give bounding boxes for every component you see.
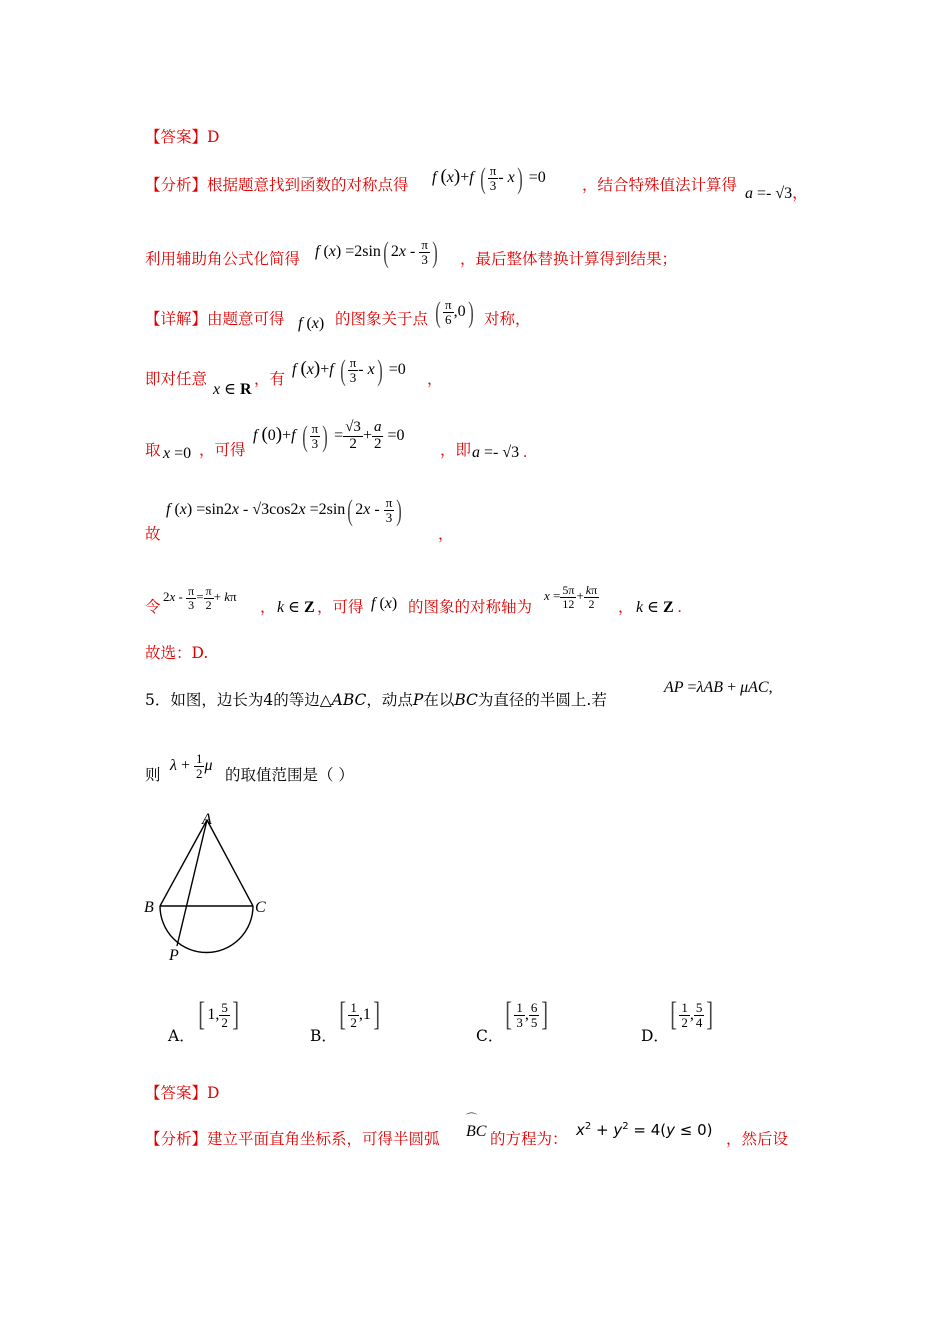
side-ab (160, 820, 207, 906)
arc-symbol-icon: ⌒ (466, 1113, 477, 1125)
k-in-Z-2: k ∈ Z . (636, 599, 682, 616)
side-ac (207, 820, 253, 906)
label-b: B (144, 899, 154, 916)
analysis-line-1 (145, 178, 409, 194)
label-a: A (202, 811, 212, 828)
f-of-x-2: f (x) (371, 595, 398, 612)
detail-line-5: 令 (145, 598, 161, 616)
interval-lo-den: 2 (681, 1014, 688, 1030)
detail-line-1 (145, 312, 285, 328)
question-text: 如图，边长为4的等边△ (170, 691, 332, 709)
a-result: a =- √3 . (472, 444, 528, 461)
detail-text: ， (260, 598, 276, 616)
analysis-text: 建立平面直角坐标系，可得半圆弧 (207, 1130, 440, 1148)
interval-lo-num: 1 (516, 1000, 523, 1016)
interval-lo: 1 (207, 1005, 216, 1023)
interval-hi-den: 4 (695, 1014, 703, 1030)
analysis-text-2: 的方程为： (490, 1130, 568, 1148)
detail-line-2: 即对任意 (145, 370, 208, 388)
function-expansion: f (x) =sin2x - √3cos2x =2sin( 2x - $\frac{\pi}{3}$ ) (166, 493, 403, 527)
label-c: C (255, 899, 266, 916)
answer-label: 【答案】 (145, 1084, 208, 1102)
analysis-text-3: 利用辅助角公式化简得 (145, 250, 301, 268)
option-c-letter[interactable]: C． (476, 1027, 504, 1045)
analysis-text: 根据题意找到函数的对称点得 (207, 176, 409, 194)
option-b-interval: [ $\frac{1}{2}$ ,1] (339, 996, 380, 1033)
option-b-letter[interactable]: B． (310, 1027, 337, 1045)
detail-line-4: 故 (145, 525, 161, 543)
detail-text: ， (618, 598, 634, 616)
question-text: 为直径的半圆上.若 (477, 691, 607, 709)
x-in-R: x ∈ R (213, 381, 252, 398)
detail-text: ，有 (254, 370, 286, 388)
detail-text: 的图象的对称轴为 (408, 598, 533, 616)
option-d-interval: [ $\frac{1}{2}$ , $\frac{5}{4}$ ] (670, 996, 714, 1033)
detail-line-3: 取 (145, 441, 161, 459)
semicircle-equation: $x^2 + y^2 = 4(y \le 0)$ (576, 1121, 713, 1139)
detail-text: ，可得 (199, 441, 246, 459)
question-5-line-2: 则 (145, 766, 161, 784)
interval-lo-den: 2 (350, 1014, 357, 1030)
question-5-line-1 (145, 693, 607, 709)
analysis-label: 【分析】 (145, 1130, 208, 1148)
semicircle-arc (160, 906, 253, 953)
f-of-x: f (x) (298, 315, 325, 332)
triangle-name: ABC (331, 691, 367, 709)
answer-label: 【答案】 (145, 128, 208, 146)
detail-text: ， (427, 370, 443, 388)
interval-lo-num: 1 (681, 1000, 688, 1016)
option-c-interval: [ $\frac{1}{3}$ , $\frac{6}{5}$ ] (505, 996, 549, 1033)
interval-lo-num: 1 (350, 1000, 357, 1016)
arc-label: BC (466, 1123, 487, 1140)
question-text: 的取值范围是（ ） (225, 766, 354, 784)
detail-label: 【详解】 (145, 310, 208, 328)
interval-lo-den: 3 (516, 1014, 523, 1030)
point-p: P (412, 691, 424, 709)
question-text: ，动点 (366, 691, 413, 709)
x-equals-0: x =0 (163, 445, 192, 462)
axis-result: x = $\frac{5\pi}{12}$ + $\frac{k\pi}{2}$ (544, 583, 598, 611)
simplified-function: f (x) =2sin( 2x - $\frac{\pi}{3}$ ) (315, 235, 438, 269)
option-a-interval: [ 1, $\frac{5}{2}$ ] (198, 996, 239, 1033)
question-text: 在以 (423, 691, 455, 709)
analysis-text-3: ，然后设 (726, 1130, 789, 1148)
detail-text-2: 的图象关于点 (335, 310, 429, 328)
answer-value: D (207, 128, 220, 146)
interval-hi: 1 (362, 1005, 371, 1023)
substitution-equation: f (0)+f ( $\frac{\pi}{3}$ ) = $\frac{√3}{2}$ + $\frac{a}{2}$ =0 (253, 419, 405, 453)
vector-equation: AP =λAB + μAC, (664, 679, 773, 696)
detail-text: ，即 (440, 441, 472, 459)
analysis-text-2: ，结合特殊值法计算得 (582, 176, 738, 194)
detail-text: ，可得 (317, 598, 364, 616)
interval-hi-den: 5 (530, 1014, 538, 1030)
label-p: P (169, 947, 179, 964)
detail-text-3: 对称， (484, 310, 531, 328)
analysis-line-2 (145, 1132, 440, 1148)
lambda-expression: λ + $\frac{1}{2}$ μ (170, 751, 213, 781)
axis-equation: 2x - $\frac{\pi}{3}$ = $\frac{\pi}{2}$ + kπ (163, 584, 237, 612)
conclusion: 故选：D. (145, 644, 209, 662)
a-value: a =- √3， (745, 185, 809, 202)
triangle-semicircle-figure (140, 808, 280, 968)
answer-line (145, 130, 219, 146)
option-d-letter[interactable]: D． (641, 1027, 669, 1045)
symmetry-equation-2: f (x)+f ( $\frac{\pi}{3}$ - x) =0 (292, 353, 406, 387)
arc-bc (466, 1113, 487, 1140)
answer-value: D (207, 1084, 220, 1102)
segment-ap (177, 820, 207, 946)
interval-hi-num: 5 (221, 1000, 228, 1016)
symmetry-equation: f (x)+f ( $\frac{\pi}{3}$ - x) =0 (432, 161, 546, 195)
analysis-text-4: ，最后整体替换计算得到结果； (460, 250, 678, 268)
detail-text: ， (438, 525, 454, 543)
interval-hi-den: 2 (221, 1014, 228, 1030)
answer-line-2 (145, 1086, 219, 1102)
analysis-label: 【分析】 (145, 176, 208, 194)
segment-bc: BC (454, 691, 478, 709)
k-in-Z: k ∈ Z (277, 599, 315, 616)
interval-hi-num: 6 (530, 1000, 538, 1016)
question-number: 5． (145, 691, 171, 709)
detail-text: 由题意可得 (207, 310, 285, 328)
option-a-letter[interactable]: A． (168, 1027, 195, 1045)
point-pi6: ( $\frac{\pi}{6}$ ,0) (435, 295, 474, 329)
interval-hi-num: 5 (695, 1000, 703, 1016)
